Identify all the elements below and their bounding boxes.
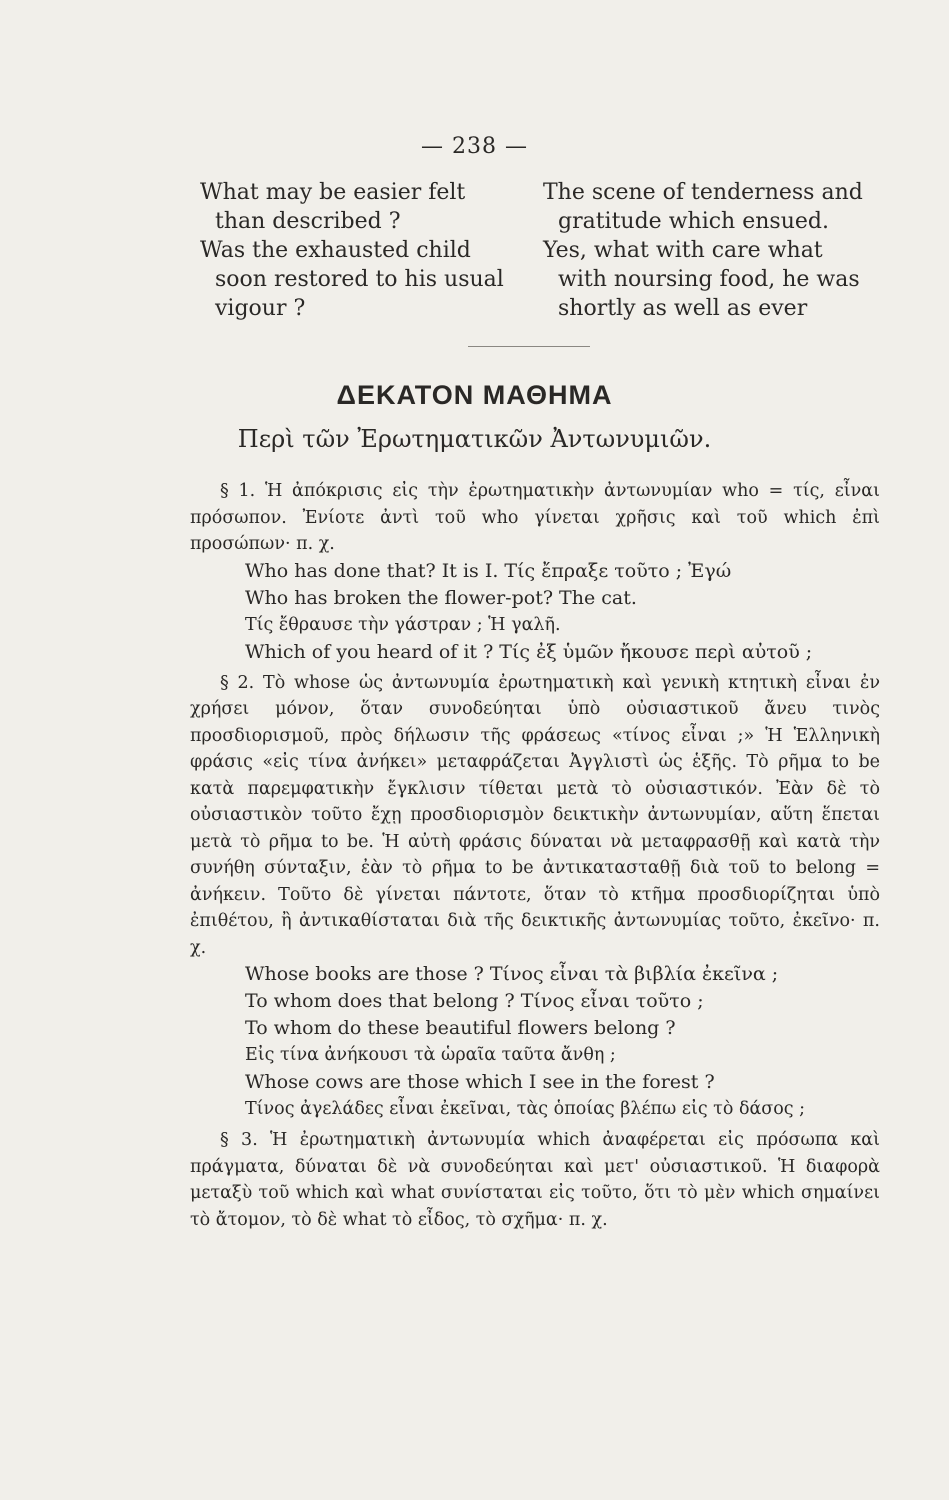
dialogue-right-column	[543, 178, 883, 323]
example-line: Τίς ἔθραυσε τὴν γάστραν ; Ἡ γαλῆ.	[245, 614, 561, 635]
lesson-heading: ΔΕΚΑΤΟΝ ΜΑΘΗΜΑ	[336, 380, 613, 410]
example-line: Whose books are those ? Τίνος εἶναι τὰ βιβλία ἐκεῖνα ;	[245, 963, 779, 985]
dialogue-answer: The scene of tenderness and gratitude which ensued.	[543, 180, 863, 234]
example-line: Who has done that? It is I. Τίς ἔπραξε τοῦτο ; Ἐγώ	[245, 559, 732, 582]
lesson-body	[190, 478, 880, 1233]
lesson-subheading: Περὶ τῶν Ἐρωτηματικῶν Ἀντωνυμιῶν.	[237, 425, 712, 453]
example-line: Τίνος ἀγελάδες εἶναι ἐκεῖναι, τὰς ὁποίας βλέπω εἰς τὸ δάσος ;	[245, 1099, 806, 1119]
example-line: Whose cows are those which I see in the forest ?	[245, 1071, 715, 1093]
example-line: To whom does that belong ? Τίνος εἶναι τοῦτο ;	[245, 990, 704, 1012]
dialogue-question: Was the exhausted child soon restored to his usual vigour ?	[200, 238, 504, 321]
dialogue-answer: Yes, what with care what with noursing food, he was shortly as well as ever	[543, 238, 860, 321]
section-paragraph: § 1. Ἡ ἀπόκρισις εἰς τὴν ἐρωτηματικὴν ἀντωνυμίαν who = τίς, εἶναι πρόσωπον. Ἐνίοτε ἀντὶ τοῦ who γίνεται χρῆσις καὶ τοῦ which ἐπὶ προσώπων· π. χ.	[190, 481, 880, 554]
section-paragraph: § 2. Τὸ whose ὡς ἀντωνυμία ἐρωτηματικὴ καὶ γενικὴ κτητικὴ εἶναι ἐν χρήσει μόνον, ὅταν συνοδεύηται ὑπὸ οὐσιαστικοῦ ἄνευ τινὸς προσδιορισμοῦ, πρὸς δήλωσιν τῆς φράσεως «τίνος εἶναι ;» Ἡ Ἑλληνικὴ φράσις «εἰς τίνα ἀνήκει» μεταφράζεται Ἀγγλιστὶ ὡς ἑξῆς. Τὸ ρῆμα to be κατὰ παρεμφατικὴν ἔγκλισιν τίθεται μετὰ τὸ οὐσιαστικόν. Ἐὰν δὲ τὸ οὐσιαστικὸν τοῦτο ἔχῃ προσδιορισμὸν δεικτικὴν ἀντωνυμίαν, αὕτη ἕπεται μετὰ τὸ ρῆμα to be. Ἡ αὐτὴ φράσις δύναται νὰ μεταφρασθῇ καὶ κατὰ τὴν συνήθη σύνταξιν, ἐὰν τὸ ρῆμα to be ἀντικατασταθῇ διὰ τοῦ to belong = ἀνήκειν. Τοῦτο δὲ γίνεται πάντοτε, ὅταν τὸ κτῆμα προσδιορίζηται ὑπὸ ἐπιθέτου, ἢ ἀντικαθίσταται διὰ τῆς δεικτικῆς ἀντωνυμίας τοῦτο, ἐκεῖνο· π. χ.	[190, 672, 880, 958]
page-number: — 238 —	[421, 134, 528, 159]
example-line: Who has broken the flower-pot? The cat.	[245, 586, 637, 609]
example-line: Εἰς τίνα ἀνήκουσι τὰ ὡραῖα ταῦτα ἄνθη ;	[245, 1045, 616, 1065]
example-line: Which of you heard of it ? Τίς ἐξ ὑμῶν ἤκουσε περὶ αὐτοῦ ;	[245, 640, 813, 663]
example-line: To whom do these beautiful flowers belong ?	[245, 1017, 676, 1039]
divider-rule	[468, 346, 590, 347]
dialogue-left-column	[200, 178, 518, 323]
section-paragraph: § 3. Ἡ ἐρωτηματικὴ ἀντωνυμία which ἀναφέρεται εἰς πρόσωπα καὶ πράγματα, δύναται δὲ νὰ συνοδεύηται καὶ μετ' οὐσιαστικοῦ. Ἡ διαφορὰ μεταξὺ τοῦ which καὶ what συνίσταται εἰς τοῦτο, ὅτι τὸ μὲν which σημαίνει τὸ ἄτομον, τὸ δὲ what τὸ εἶδος, τὸ σχῆμα· π. χ.	[190, 1130, 880, 1230]
dialogue-question: What may be easier felt than described ?	[200, 180, 466, 234]
